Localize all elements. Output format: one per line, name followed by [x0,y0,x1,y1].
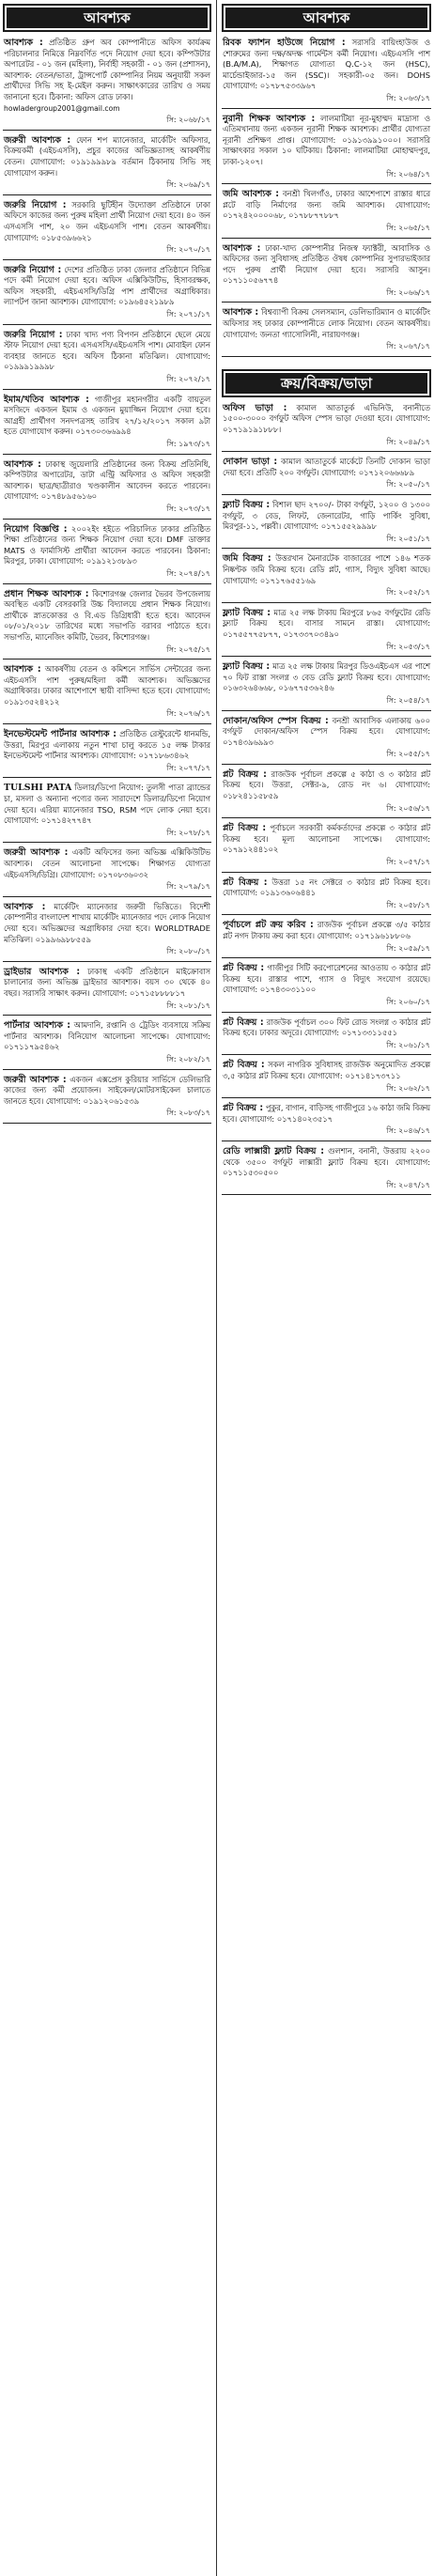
ad-separator [222,451,431,452]
ad-code: সি: ২০৭৩/১৭ [166,504,210,513]
ad-separator [222,1097,431,1098]
classified-ad [3,524,211,580]
classified-ad [222,1060,431,1094]
ad-separator [222,1012,431,1013]
ad-separator [3,659,211,660]
ad-separator [3,194,211,195]
ad-code: সি: ২০৭২/১৭ [166,375,210,384]
ad-heading: ফ্ল্যাট বিক্রয় : [223,500,271,510]
ad-code: সি: ২০৫৭/১৭ [386,858,430,867]
ad-code: সি: ২০৭৫/১৭ [166,644,210,654]
ad-body: গুলশান, বনানী, উত্তরায় ২২০০ থেকে ৩৫০০ বর্গফুট লাক্সারী ফ্ল্যাট বিক্রয় হবে। যোগাযোগ: ০১৭১১৫৩০৫০০ [223,1145,430,1178]
ad-heading: আবশ্যক : [4,901,46,912]
classified-ad [3,1075,211,1119]
ad-body: কিশোরগঞ্জ জেলার ভৈরব উপজেলায় অবস্থিত একটি বেসরকারি উচ্চ বিদ্যালয়ে প্রধান শিক্ষক নিয়োগ। প্রার্থীকে স্নাতকোত্তর ও বি.এড ডিগ্রিধারী হতে হবে। আবেদন ০৮/০১/২০১৮ তারিখের মধ্যে সভাপতি বরাবর পাঠাতে হবে। সভাপতি, ম্যানেজিং কমিটি, ভৈরব, কিশোরগঞ্জ। [4,588,210,642]
classified-ad [3,1020,211,1064]
ad-body: রাজউক পূর্বাচল ৩০০ ফিট রোড সংলগ্ন ৩ কাঠার প্লট বিক্রয় হবে। ঢাকার অদূরে। যোগাযোগ: ০১৭১৩৩১১৫৫১ [223,1016,431,1038]
ad-heading: দোকান/অফিস স্পেস বিক্রয় : [223,715,329,726]
classified-ad [222,189,431,233]
ad-code: সি: ২০৬৪/১৭ [386,169,430,178]
ad-code: সি: ২০৫০/১৭ [386,480,430,489]
ad-body: আমদানি, রপ্তানি ও ট্রেডিং ব্যবসায়ে সক্রিয় পার্টনার আবশ্যক। বিনিয়োগ আলোচনা সাপেক্ষে। যোগাযোগ: ০১৭১১৭৯৫৪৬২ [4,1020,210,1052]
ad-code: সি: ২০৪৯/১৭ [386,437,430,446]
ad-code: সি: ২০৫২/১৭ [386,588,430,597]
ad-code: সি: ২০৬৭/১৭ [386,342,430,351]
ad-code: সি: ২০৬২/১৭ [386,1083,430,1093]
ad-separator [222,872,431,873]
ad-code: সি: ২০৬০/১৭ [386,997,430,1006]
ad-heading: নিয়োগ বিজ্ঞপ্তি : [4,523,68,535]
ad-body: পুকুর, বাগান, বাড়িসহ গাজীপুরে ১৬ কাঠা জমি বিক্রয় হবে। যোগাযোগ: ০১৭১৪০২৩৫১৭ [223,1103,431,1124]
ad-code: সি: ২০৬১/১৭ [386,1040,430,1049]
right-column [222,4,431,1200]
ad-body: ঢাকাস্থ জুয়েলারি প্রতিষ্ঠানের জন্য বিক্রয় প্রতিনিধি, কম্পিউটার অপারেটর, ডাটা এন্ট্রি অফিসার ও অফিস সহকারী আবশ্যক। ছাত্র/ছাত্রীরাও খণ্ডকালীন আবেদন করতে পারবেন। যোগাযোগ: ০১৭৪৮৯৫৬১৬০ [4,458,210,502]
classified-ad [222,553,431,597]
ad-heading: প্লট বিক্রয় : [223,1016,264,1028]
column-divider [216,0,217,2576]
ad-heading: প্লট বিক্রয় : [223,1060,265,1071]
ad-separator [222,817,431,818]
ad-separator [222,494,431,495]
ad-body: ডিলার/ডিপো নিয়োগ: তুলসী পাতা ব্র্যান্ডের চা, মসলা ও অন্যান্য পণ্যের জন্য সারাদেশে ডিলার/ডিপো নিয়োগ দেয়া হবে। এরিয়া ম্যানেজার TSO, RSM পদে লোক নেয়া হবে। যোগাযোগ: ০১৭১৪২৭৭৪৭ [4,783,211,826]
ad-code: সি: ২০৭৪/১৭ [166,568,210,578]
ad-code: সি: ২০৫৫/১৭ [386,750,430,759]
ad-heading: প্লট বিক্রয় : [223,877,268,888]
ad-separator [3,961,211,962]
ad-code: সি: ২০৮২/১৭ [166,1054,210,1063]
ad-heading: নুরানী শিক্ষক আবশ্যক : [223,113,316,124]
ad-separator [3,130,211,131]
ad-body: মার্কেটিং ম্যানেজার জরুরী ভিত্তিতে। বিদেশী কোম্পানীর বাংলাদেশ শাখায় মার্কেটিং ম্যানেজার পদে লোক নিয়োগ দেয়া হবে। অভিজ্ঞদের অগ্রাধিকার দেয়া হবে। WORLDTRADE মতিঝিল। ০১৯৯৬৯৮৮৫৫৯ [4,901,210,944]
classified-ad [222,1103,431,1137]
ad-body: সরকারি ছুটিহীন উদ্যোক্তা প্রতিষ্ঠানে ঢাকা অফিসে কাজের জন্য পুরুষ মহিলা প্রার্থী নিয়োগ দেয়া হবে। ৪০ জন এসএসসি পাশ, ২০ জন এইচএসসি পাশ। বেতন আকর্ষণীয়। যোগাযোগ: ০১৮৫৩৯৬৬২১ [4,199,210,242]
ad-body: গাজীপুর মহানগরীর একটি বায়তুল মসজিদে একজন ইমাম ও একজন মুয়াজ্জিন নিয়োগ দেয়া হবে। আগ্রহী প্রার্থীগণ সনদপত্রসহ তারিখ ২৭/১২/২০১৭ সকাল ৯টা হতে যোগাযোগ করুন। ০১৭৩০৩৬৬৯৯৪ [4,394,211,437]
ad-separator [3,259,211,260]
ad-separator [222,238,431,239]
ad-separator [222,710,431,711]
ad-heading: ড্রাইভার আবশ্যক : [4,966,81,977]
ad-heading: ইমাম/খতিব আবশ্যক : [4,394,89,405]
ad-heading: অফিস ভাড়া : [223,402,287,413]
classified-ad [222,403,431,447]
ad-code: সি: ২০৬৮/১৭ [166,116,210,125]
classified-ad [3,967,211,1011]
ad-heading: জরুরী আবশ্যক : [4,134,71,146]
ad-heading: আবশ্যক : [4,38,43,48]
classified-ad [222,1017,431,1051]
ad-body: লালমাটিয়া নূর-মুহাম্মদ মাদ্রাসা ও এতিমখানায় জন্য একজন নূরানী শিক্ষক আবশ্যক। প্রার্থীর যোগ্যতা নূরানী প্রশিক্ষণ প্রাপ্ত। যোগাযোগ: ০১৯১৩৯৯১০০০। সরাসরি সাক্ষাৎকার সকাল ১০ ঘটিকায়। ঠিকানা: লালমাটিয়া মোহাম্মদপুর, ঢাকা-১২০৭। [223,113,431,166]
classified-ad [3,200,211,256]
ad-body: প্রতিষ্ঠিত রেস্টুরেন্টে ধানমন্ডি, উত্তরা, মিরপুর এলাকায় নতুন শাখা চালু করতে ১৫ লক্ষ টাকার ইনভেস্টমেন্ট পার্টনার আবশ্যক। যোগাযোগ: ০১৭১৮৬৩৪৬২ [4,729,211,761]
classified-ad [222,963,431,1007]
ad-code: সি: ২০৪৬/১৭ [386,1126,430,1136]
section-title-left: আবশ্যক [3,4,211,32]
ad-code: সি: ২০৫৪/১৭ [386,695,430,705]
ad-code: সি: ২০৭১/১৭ [166,310,210,319]
classified-ad [222,823,431,867]
ad-separator [3,389,211,390]
ad-heading: দোকান ভাড়া : [223,457,278,468]
ad-separator [222,764,431,765]
classified-ad [3,459,211,515]
ad-heading: প্লট বিক্রয় : [223,963,265,974]
ad-heading: পূর্বাচলে প্লট ক্রয় করিব : [223,920,314,931]
ad-separator [222,548,431,549]
ad-code: সি: ২০৬৯/১৭ [166,180,210,190]
ad-separator [3,324,211,325]
ad-body: সরাসরি বায়িংহাউজ ও শোরুমের জন্য দক্ষ/অদক্ষ গার্মেন্টস কর্মী নিয়োগ। এইচএসসি পাশ (B.A/M.A), শিক্ষাগত যোগ্যতা Q.C-১২ জন (HSC), মার্চেন্ডাইজার-১৫ জন (SSC)। সহকারী-০৫ জন। DOHS যোগাযোগ: ০১৭৮৭৫৩৩৯৬৭ [223,38,430,91]
ad-body: বিশ্বব্যাপী বিক্রয় সেলসম্যান, ডেলিভারিম্যান ও মার্কেটিং অফিসার সহ ঢাকার কোম্পানীতে লোক নিয়োগ। বেতন আকর্ষণীয়। যোগাযোগ: জনতা গ্যাসোলিনী, নারায়ণগঞ্জ। [223,307,430,339]
ad-heading: জরুরী আবশ্যক : [4,1074,67,1085]
ad-body: রাজউক পূর্বাচল প্রকল্পে ৩/৫ কাঠার প্লট নগদ টাকায় ক্রয় করা হবে। যোগাযোগ: ০১৭১৯৬১৮৮০৬ [223,920,431,940]
ad-body: ঢাকা-খাদ্য কোম্পানীর নিজস্ব ফ্যাক্টরী, আবাসিক ও অফিসের জন্য সুবিধাসহ প্রতিষ্ঠিত ঔষধ কোম্পানির সুপারভাইজার পদে পুরুষ প্রার্থী নিয়োগ দেয়া হবে। সরাসরি আসুন। ০১৭১১০৫৬৭৭৪ [223,242,430,286]
classified-ad [222,920,431,954]
ad-heading: আবশ্যক : [4,664,41,675]
ad-body: ২০০২ইং হইতে পরিচালিত ঢাকার প্রতিষ্ঠিত শিক্ষা প্রতিষ্ঠানের জন্য শিক্ষক নিয়োগ দেয়া হবে। DMF ডাক্তার MATS ও ফার্মাসিস্ট প্রার্থীরা আবেদন করতে পারবেন। ঠিকানা: মিরপুর, ঢাকা। যোগাযোগ: ০১৯১২১৩৮৯৩ [4,523,211,566]
ad-code: সি: ২০৬৫/১৭ [386,223,430,232]
ad-code: সি: ২০৭৭/১৭ [166,763,210,772]
ad-code: সি: ২০৭৬/১৭ [166,709,210,719]
ad-body: ফোন শপ ম্যানেজার, মার্কেটিং অফিসার, বিক্রয়কর্মী (এইচএসসি), প্রচুর কাজের অভিজ্ঞতাসহ আকর্ষণীয় বেতন। যোগাযোগ: ০১৯১৯৯৯৮৯ বর্তমান ঠিকানায় সিভি সহ যোগাযোগ করুন। [4,134,210,178]
classified-ad [222,114,431,180]
ad-body: একটি অফিসের জন্য অভিজ্ঞ এক্সিকিউটিভ আবশ্যক। বেতন আলোচনা সাপেক্ষে। শিক্ষাগত যোগ্যতা এইচএসসি/ডিগ্রি। যোগাযোগ: ০১৭০৮৩৬০৩২ [4,847,210,879]
classified-ad [222,769,431,814]
ad-separator [3,519,211,520]
ad-heading: জরুরী আবশ্যক : [4,847,69,859]
ad-heading: জরুরি নিয়োগ : [4,264,62,275]
ad-separator [222,1194,431,1195]
ad-code: সি: ২০৬৬/১৭ [386,287,430,297]
sale-ads-list [222,403,431,1195]
ad-separator [222,183,431,184]
classified-ad [222,307,431,351]
ad-code: সি: ২০৮১/১৭ [166,1001,210,1010]
classified-ad [3,902,211,957]
ad-separator [3,896,211,897]
ad-email[interactable]: howladergroup2001@gmail.com [4,103,120,113]
ad-body: কামাল আতাতুর্ক এভিনিউ, বনানীতে ১৫০০-৩০০০ বর্গফুট অফিস স্পেস ভাড়া দেওয়া হবে। যোগাযোগ: ০১৭১৯১৯১৮৮৮। [223,402,430,435]
classified-ad [222,38,431,104]
ad-heading: আবশ্যক : [223,307,259,318]
classified-ad [3,847,211,892]
ad-code: সি: ২০৫৩/১৭ [386,642,430,651]
ad-heading: ফ্ল্যাট বিক্রয় : [223,607,271,618]
ad-body: বনশ্রী আবাসিক এলাকায় ৬০০ বর্গফুট দোকান/অফিস স্পেস বিক্রয় হবে। যোগাযোগ: ০১৭৪৩৯৬৯৯৩ [223,715,430,747]
left-ads-list [3,38,211,1124]
ad-heading: জরুরি নিয়োগ : [4,199,67,210]
ad-separator [222,356,431,357]
ad-heading: আবশ্যক : [4,458,41,470]
classified-ad [3,729,211,773]
right-ads-list [222,38,431,357]
classified-ad [222,457,431,490]
ad-body: রাজউক পূর্বাচল প্রকল্পে ৫ কাঠা ও ৩ কাঠার প্লট বিক্রয় হবে। উত্তরা, সেক্টর-৯, রোড নং ৬। যোগাযোগ: ০১৮২৪১১৫৮৫৯ [223,768,431,801]
ad-heading: জরুরি নিয়োগ : [4,329,63,340]
ad-heading: ইনভেস্টমেন্ট পার্টনার আবশ্যক : [4,729,117,740]
ad-heading: আবশ্যক : [223,242,261,254]
ad-body: কামাল আতাতুর্কে মার্কেটে তিনটি দোকান ভাড়া দেয়া হবে। প্রতিটি ২০০ বর্গফুট। যোগাযোগ: ০১৭১২০৬৬৬৮৯ [223,457,430,477]
ad-heading: জমি বিক্রয় : [223,553,271,565]
ad-heading: রিবক ফ্যাশন হাউজে নিয়োগ : [223,38,346,48]
ad-code: সি: ২০৫৯/১৭ [386,943,430,953]
ad-code: সি: ২০৬৩/১৭ [386,93,430,102]
ad-heading: প্লট বিক্রয় : [223,823,267,834]
classified-ad [3,38,211,126]
ad-body: আকর্ষণীয় বেতন ও কমিশনে সার্ভিস সেন্টারের জন্য এইচএসসি পাশ পুরুষ/মহিলা কর্মী আবশ্যক। অভিজ্ঞদের অগ্রাধিকার। ঢাকার আশেপাশে স্থায়ী বাসিন্দা হতে হবে। যোগাযোগ: ০১৯১৩৫২৪২১২ [4,664,210,706]
ad-body: মাত্র ২৫ লক্ষ টাকায় মিরপুরে ৮৬৫ বর্গফুটের রেডি ফ্ল্যাট বিক্রয় হবে। বাসার সামনে রাস্তা। যোগাযোগ: ০১৭৫৫৭৭৫৮৭৭, ০১৭৩৩৭০৩৪৯০ [223,607,430,639]
ad-body: প্রতিষ্ঠিত গ্রুপ অব কোম্পানীতে অফিস কার্যক্রম পরিচালনার নিমিত্তে নিম্নবর্ণিত পদে নিয়োগ দেয়া হবে। কম্পিউটার অপারেটর - ০১ জন (মহিলা), নির্বাহী সহকারী - ০১ জন (প্রশাসন), আবশ্যক: বেতন/ভাতা, ট্রান্সপোর্ট কোম্পানির নিয়ম অনুযায়ী সকল প্রার্থীদের সিভি সহ ই-মেইল করুন। সাক্ষাৎকারের তারিখ ও সময় জানানো হবে। ঠিকানা: অফিস রোড ঢাকা। [4,38,210,101]
ad-heading: প্লট বিক্রয় : [223,768,267,780]
classified-ad [222,608,431,652]
ad-code: সি: ১৯৭৩/১৭ [166,440,210,448]
ad-separator [222,1054,431,1055]
ad-separator [3,1015,211,1016]
classified-ad [3,265,211,320]
ad-separator [3,454,211,455]
ad-code: সি: ২০৭৯/১৭ [166,882,210,892]
ad-code: সি: ২০৫৬/১৭ [386,803,430,813]
classified-ad [3,589,211,656]
classified-ad [222,243,431,299]
ad-body: পূর্বাচলে সরকারী কর্মকর্তাদের প্রকল্পে ৩ কাঠার প্লট বিক্রয় হবে। মূল্য আলোচনা সাপেক্ষে। যোগাযোগ: ০১৭৯১২৪৪১০২ [223,823,431,855]
ad-separator [222,656,431,657]
ad-body: বনশ্রী খিলগাঁও, ঢাকার আশেপাশে রাস্তার ধারে প্লটে বাড়ি নির্মাণের জন্য জমি আবশ্যক। যোগাযোগ: ০১৭২৪২০০০০৬৮, ০১৭৮৮৭৭৮৮৭ [223,189,431,221]
section-title-sale: ক্রয়/বিক্রয়/ভাড়া [222,369,431,397]
ad-body: উত্তরখান মৈনারটেক বাজারের পাশে ১৪৬ শতক নিষ্কণ্টক জমি বিক্রয় হবে। রেডি প্লট, গ্যাস, বিদ্যুৎ সুবিধা আছে। যোগাযোগ: ০১৭১৭৬৫৫১৬৯ [223,553,430,585]
ad-body: মাত্র ২৫ লক্ষ টাকায় মিরপুর ডিওএইচএস এর পাশে ৭০ ফিট রাস্তা সংলগ্ন ৩ বেড রেডি ফ্ল্যাট বিক্রয় হবে। যোগাযোগ: ০১৬৩২৬৪৬৬৮, ০১৬৭৭৫৩৬২৪৬ [223,661,430,693]
ad-body: উত্তরা ১৫ নং সেক্টরে ৩ কাঠার প্লট বিক্রয় হবে। যোগাযোগ: ০১৯১৩৬০৬৪৪১ [223,877,431,898]
ad-code: সি: ২০৪৭/১৭ [386,1180,430,1189]
ad-separator [222,602,431,603]
left-column [3,4,211,1128]
ad-body: একজন এক্সপ্রেস কুরিয়ার সার্ভিসে ডেলিভারি কাজের জন্য কর্মী প্রয়োজন। সাইকেল/মোটরসাইকেল চালাতে জানতে হবে। যোগাযোগ: ০১৯১২০৬১৫৩৯ [4,1074,210,1106]
classified-ad [222,877,431,911]
ad-separator [3,583,211,584]
ad-code: সি: ২০৭০/১৭ [166,245,210,255]
ad-separator [222,957,431,958]
ad-body: দেশের প্রতিষ্ঠিত ঢাকা জেলার প্রতিষ্ঠানে বিভিন্ন পদে কর্মী নিয়োগ দেয়া হবে। অফিস এক্সিকিউটিভ, হিসাবরক্ষক, অফিস সহকারী, এইচএসসি/ডিগ্রি পাশ প্রার্থীদের অগ্রাধিকার। ল্যাপটপ জানা আবশ্যক। যোগাযোগ: ০১৯৬৪৫২১৯৮৯ [4,264,210,307]
ad-heading: প্রধান শিক্ষক আবশ্যক : [4,588,89,599]
classified-ad [222,661,431,706]
classified-ad [3,664,211,720]
ad-separator [222,302,431,303]
ad-body: ঢাকা খাদ্য পণ্য বিপণন প্রতিষ্ঠানে ছেলে মেয়ে স্টাফ নিয়োগ দেয়া হবে। এসএসসি/এইচএসসি পাশ। মোবাইল ফোন ব্যবহার জানতে হবে। অফিস ঠিকানা মতিঝিল। যোগাযোগ: ০১৯৯৯১৯৯৯৮ [4,329,210,372]
ad-heading: TULSHI PATA [4,783,72,794]
ad-separator [3,723,211,724]
ad-body: সকল নাগরিক সুবিধাসহ রাজউক অনুমোদিত প্রকল্পে ৩,৫ কাঠার প্লট বিক্রয় হবে। যোগাযোগ: ০১৭১৪১৭৩৭১১ [223,1060,431,1080]
ad-code: সি: ২০৭৮/১৭ [166,828,210,837]
ad-heading: রেডি লাক্সারী ফ্ল্যাট বিক্রয় : [223,1145,324,1156]
classified-ad [222,1146,431,1190]
ad-heading: প্লট বিক্রয় : [223,1103,264,1114]
ad-separator [3,1069,211,1070]
ad-body: ঢাকাস্থ একটি প্রতিষ্ঠানে মাইক্রোবাস চালানোর জন্য অভিজ্ঞ ড্রাইভার আবশ্যক। বয়স ৩০ থেকে ৪০ বছর। সরাসরি সাক্ষাৎ করুন। যোগাযোগ: ০১৭১৫৮৮৮৮১৭ [4,966,211,998]
ad-code: সি: ২০৮৩/১৭ [166,1109,210,1118]
ad-heading: ফ্ল্যাট বিক্রয় : [223,661,271,673]
section-title-right: আবশ্যক [222,4,431,32]
ad-separator [3,1123,211,1124]
ad-heading: জমি আবশ্যক : [223,189,280,200]
classified-ad [3,783,211,838]
ad-code: সি: ২০৮০/১৭ [166,947,210,956]
ad-separator [3,842,211,843]
ad-body: বিশাল ছাদ ২৭০০/- টাকা বর্গফুট, ১২০০ ও ১৩০০ বর্গফুট, ৩ বেড, লিফট, জেনারেটর, গাড়ি পার্কিং সুবিধা, মিরপুর-১১, পল্লবী। যোগাযোগ: ০১৭১৫৫২৯৯৯৮ [223,500,430,532]
ad-body: গাজীপুর সিটি করপোরেশনের আওতায় ৩ কাঠার প্লট বিক্রয় হবে। রাস্তার পাশে, গ্যাস ও বিদ্যুৎ সংযোগ রয়েছে। যোগাযোগ: ০১৭৪৩০৩১১০০ [223,963,431,995]
classified-ad [3,395,211,450]
ad-separator [3,777,211,778]
classified-ad [3,330,211,385]
ad-separator [222,108,431,109]
ad-heading: পার্টনার আবশ্যক : [4,1020,70,1032]
ad-separator [222,914,431,915]
classified-ad [3,135,211,191]
classified-ad [222,716,431,760]
ad-code: সি: ২০৫১/১৭ [386,534,430,543]
classified-ad [222,500,431,544]
ad-code: সি: ২০৫৮/১৭ [386,900,430,909]
